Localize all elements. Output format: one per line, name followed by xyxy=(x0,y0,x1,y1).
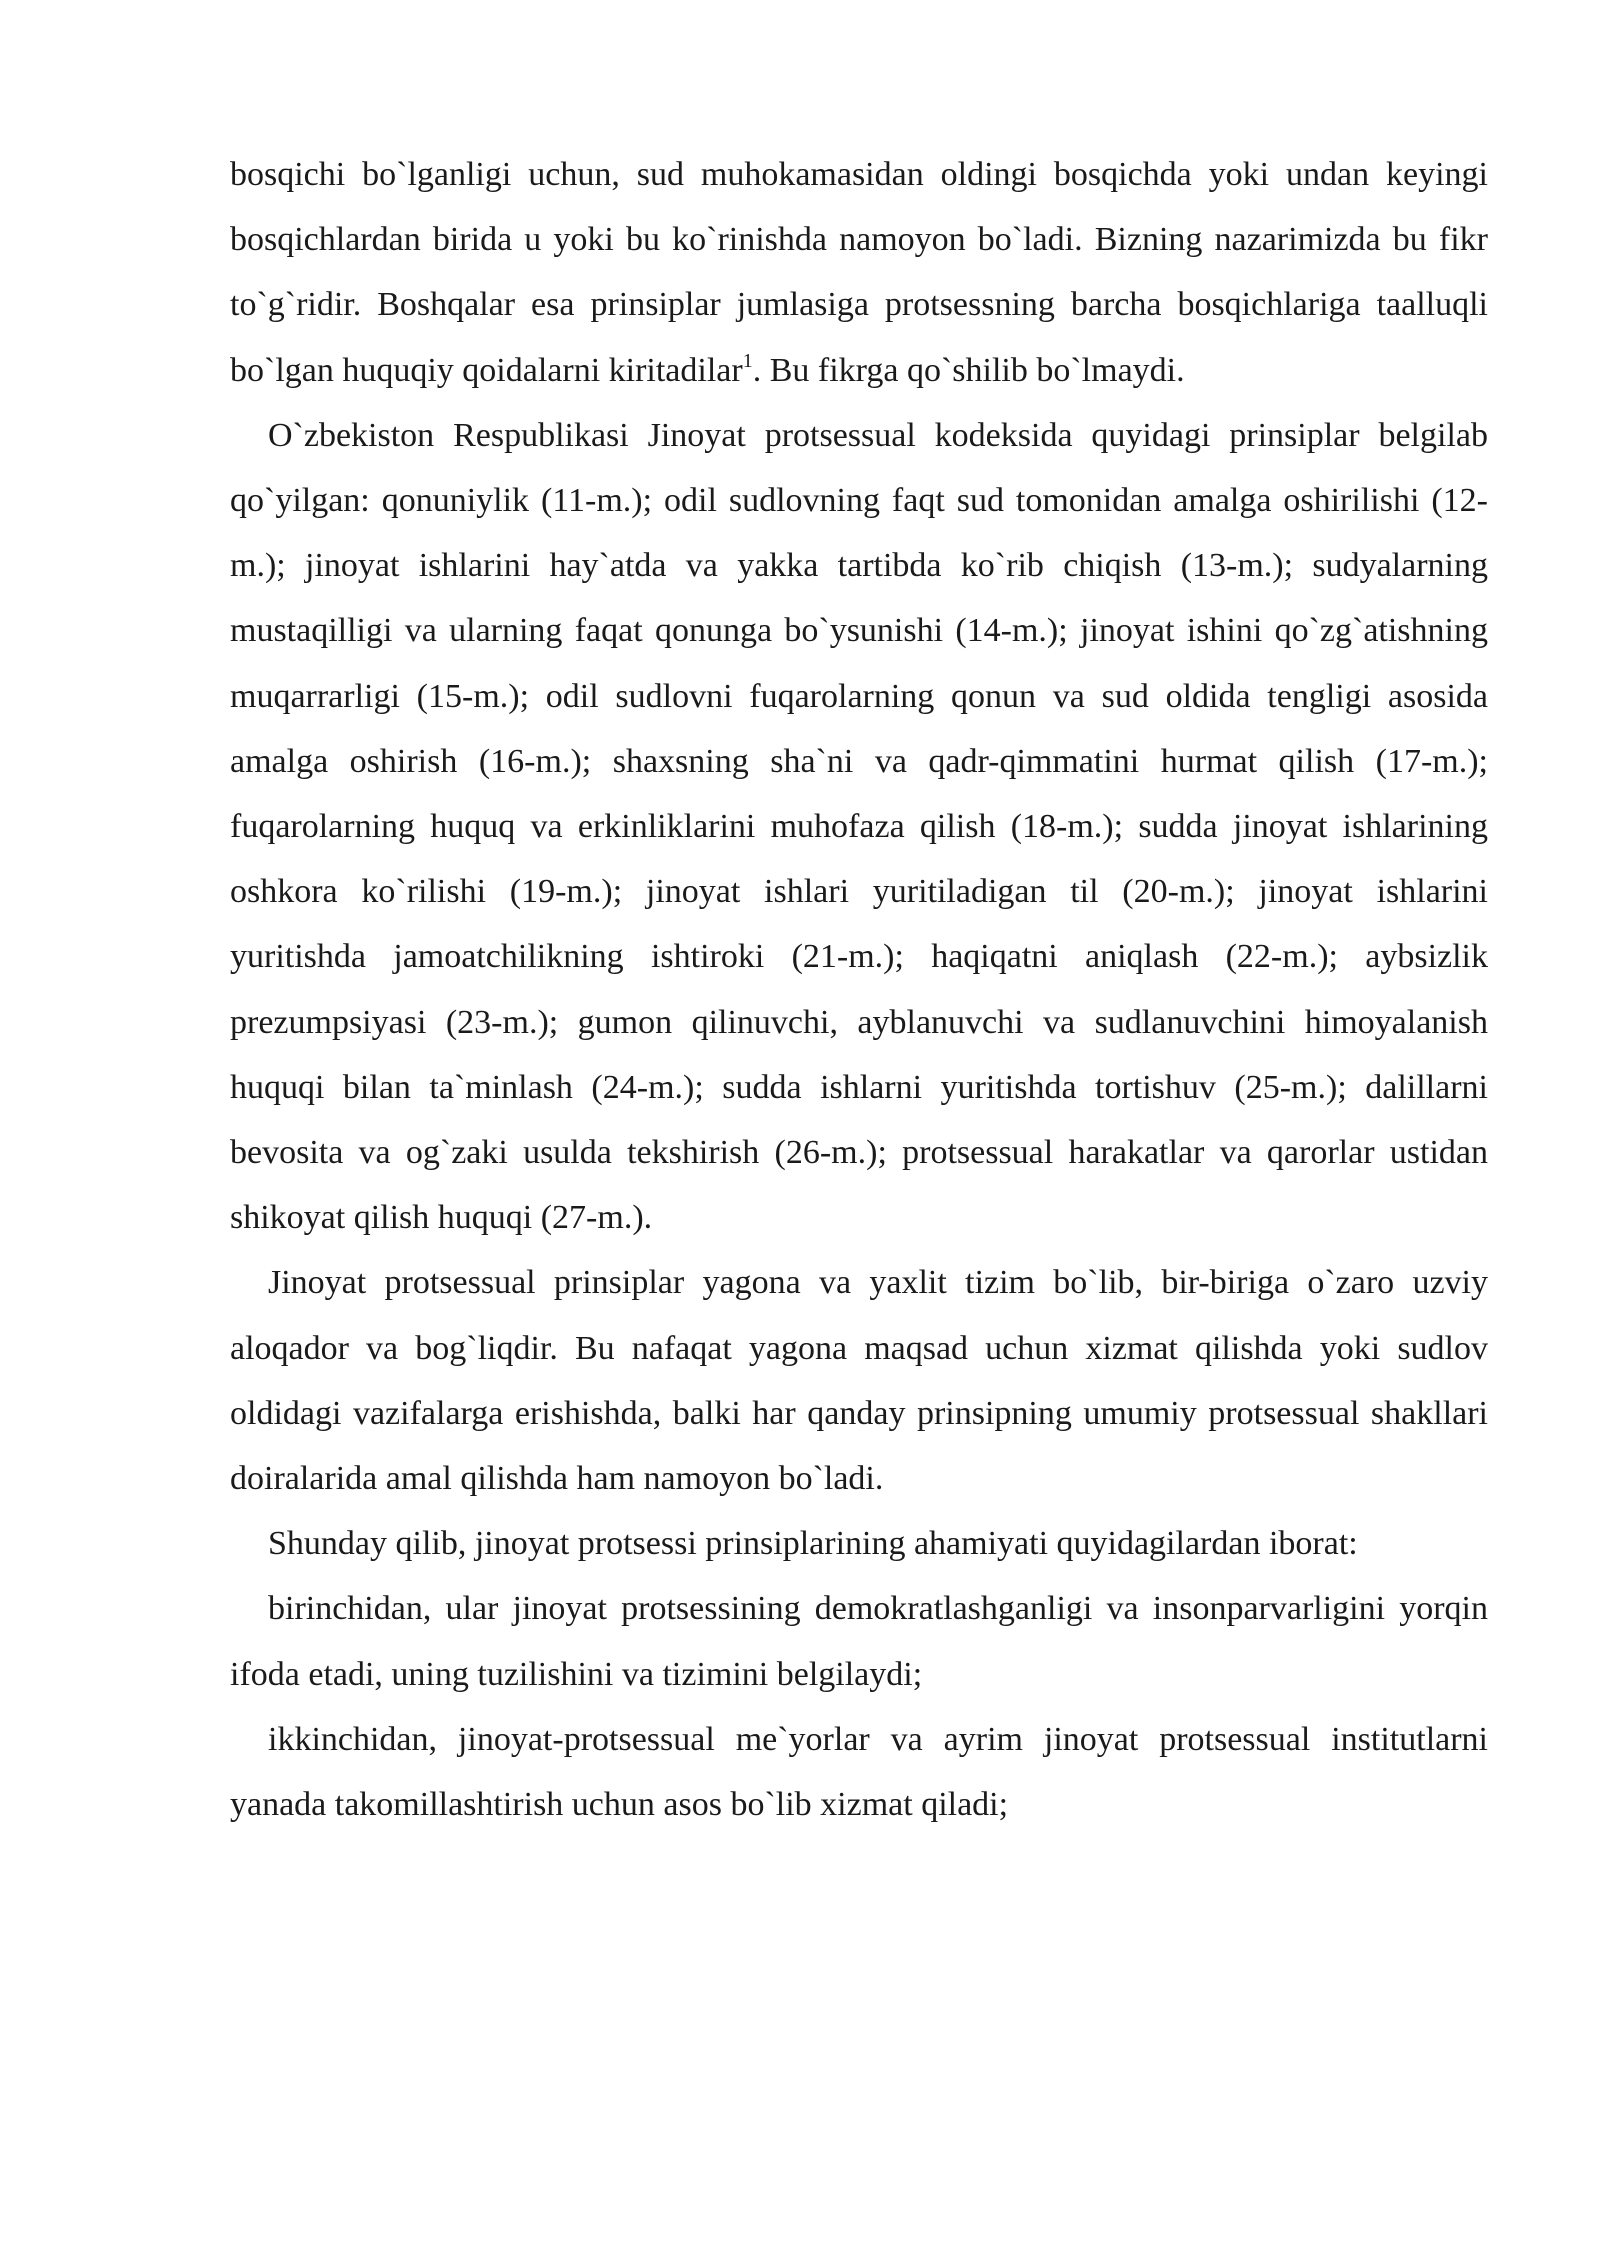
paragraph-text: bosqichi bo`lganligi uchun, sud muhokamasidan oldingi bosqichda yoki undan keyingi bosqichlardan birida u yoki bu ko`rinishda namoyon bo`ladi. Bizning nazarimizda bu fikr to`g`ridir. Boshqalar esa prinsiplar jumlasiga protsessning barcha bosqichlariga taalluqli bo`lgan huquqiy qoidalarni kiritadilar xyxy=(230,156,1488,389)
document-page xyxy=(230,142,1488,1837)
paragraph-unified-system: Jinoyat protsessual prinsiplar yagona va yaxlit tizim bo`lib, bir-biriga o`zaro uzviy aloqador va bog`liqdir. Bu nafaqat yagona maqsad uchun xizmat qilishda yoki sudlov oldidagi vazifalarga erishishda, balki har qanday prinsipning umumiy protsessual shakllari doiralarida amal qilishda ham namoyon bo`ladi. xyxy=(230,1264,1488,1498)
paragraph-secondly: ikkinchidan, jinoyat-protsessual me`yorlar va ayrim jinoyat protsessual institutlarni yanada takomillashtirish uchun asos bo`lib xizmat qiladi; xyxy=(230,1720,1488,1824)
paragraph-principles-list: O`zbekiston Respublikasi Jinoyat protsessual kodeksida quyidagi prinsiplar belgilab qo`yilgan: qonuniylik (11-m.); odil sudlovning faqt sud tomonidan amalga oshirilishi (12-m.); jinoyat ishlarini hay`atda va yakka tartibda ko`rib chiqish (13-m.); sudyalarning mustaqilligi va ularning faqat qonunga bo`ysunishi (14-m.); jinoyat ishini qo`zg`atishning muqarrarligi (15-m.); odil sudlovni fuqarolarning qonun va sud oldida tengligi asosida amalga oshirish (16-m.); shaxsning sha`ni va qadr-qimmatini hurmat qilish (17-m.); fuqarolarning huquq va erkinliklarini muhofaza qilish (18-m.); sudda jinoyat ishlarining oshkora ko`rilishi (19-m.); jinoyat ishlari yuritiladigan til (20-m.); jinoyat ishlarini yuritishda jamoatchilikning ishtiroki (21-m.); haqiqatni aniqlash (22-m.); aybsizlik prezumpsiyasi (23-m.); gumon qilinuvchi, ayblanuvchi va sudlanuvchini himoyalanish huquqi bilan ta`minlash (24-m.); sudda ishlarni yuritishda tortishuv (25-m.); dalillarni bevosita va og`zaki usulda tekshirish (26-m.); protsessual harakatlar va qarorlar ustidan shikoyat qilish huquqi (27-m.). xyxy=(230,416,1488,1237)
paragraph-continuation xyxy=(230,142,1488,403)
footnote-marker[interactable]: 1 xyxy=(742,349,753,372)
paragraph-firstly: birinchidan, ular jinoyat protsessining demokratlashganligi va insonparvarligini yorqin ifoda etadi, uning tuzilishini va tizimini belgilaydi; xyxy=(230,1590,1488,1693)
paragraph-significance-intro: Shunday qilib, jinoyat protsessi prinsiplarining ahamiyati quyidagilardan iborat: xyxy=(268,1525,1358,1563)
paragraph-text: . Bu fikrga qo`shilib bo`lmaydi. xyxy=(752,351,1185,389)
